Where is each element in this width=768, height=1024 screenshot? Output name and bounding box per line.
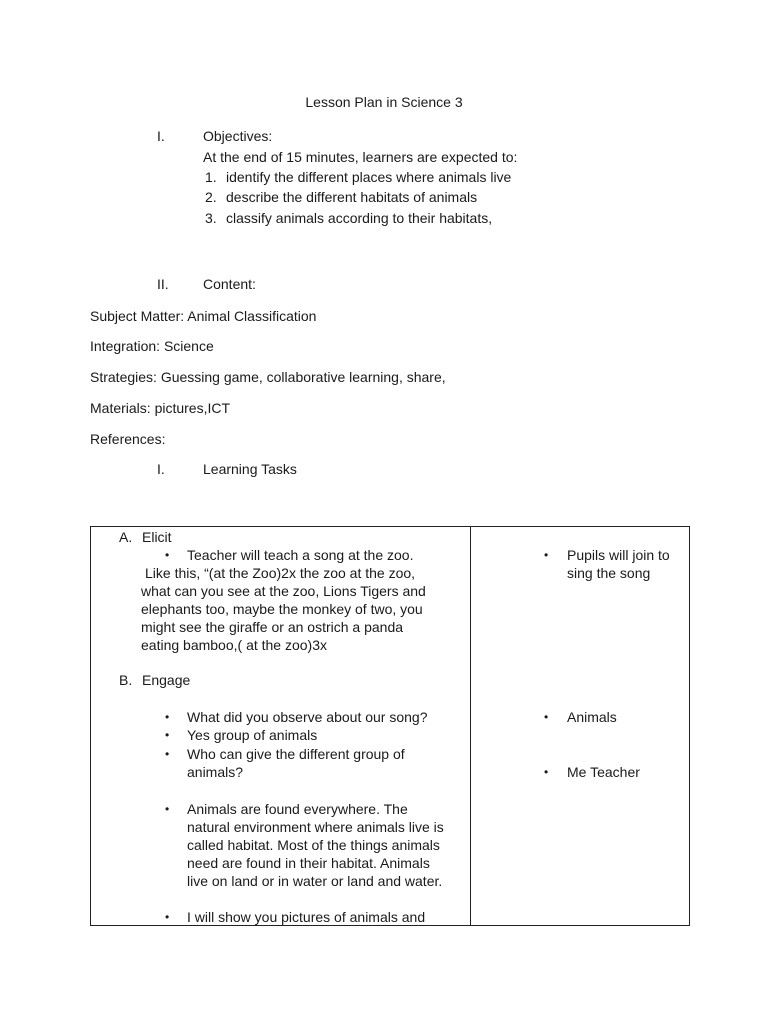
elicit-response: Pupils will join to <box>567 547 670 563</box>
bullet-icon: • <box>165 710 170 724</box>
engage-paragraph-line: Animals are found everywhere. The <box>187 801 408 817</box>
page-title: Lesson Plan in Science 3 <box>305 94 463 110</box>
bullet-icon: • <box>165 802 170 816</box>
objectives-intro: At the end of 15 minutes, learners are expected to: <box>203 149 518 165</box>
bullet-icon: • <box>544 710 549 724</box>
objective-item: identify the different places where animals live <box>226 169 512 185</box>
learning-tasks-heading: Learning Tasks <box>203 461 297 477</box>
step-label-engage: Engage <box>142 672 191 688</box>
section-numeral-objectives: I. <box>157 128 165 144</box>
engage-item: Yes group of animals <box>187 727 318 743</box>
engage-paragraph-line: natural environment where animals live is <box>187 819 444 835</box>
engage-paragraph-line: called habitat. Most of the things animals <box>187 837 440 853</box>
content-heading: Content: <box>203 276 256 292</box>
section-numeral-content: II. <box>157 276 169 292</box>
engage-paragraph-line: live on land or in water or land and water. <box>187 873 443 889</box>
section-numeral-learning-tasks: I. <box>157 461 165 477</box>
elicit-line: elephants too, maybe the monkey of two, you <box>141 601 423 617</box>
elicit-line: Like this, “(at the Zoo)2x the zoo at the zoo, <box>145 565 416 581</box>
step-letter-engage: B. <box>119 672 133 688</box>
objective-number: 3. <box>205 210 217 226</box>
engage-response: Me Teacher <box>567 764 640 780</box>
elicit-line: what can you see at the zoo, Lions Tigers and <box>141 583 426 599</box>
step-letter-elicit: A. <box>119 529 133 545</box>
materials: Materials: pictures,ICT <box>90 400 231 416</box>
objective-item: classify animals according to their habitats, <box>226 210 493 226</box>
objective-number: 1. <box>205 169 217 185</box>
bullet-icon: • <box>165 747 170 761</box>
strategies: Strategies: Guessing game, collaborative learning, share, <box>90 369 446 385</box>
subject-matter: Subject Matter: Animal Classification <box>90 308 317 324</box>
engage-paragraph-line: need are found in their habitat. Animals <box>187 855 430 871</box>
engage-item: I will show you pictures of animals and <box>187 909 426 925</box>
learning-tasks-table <box>90 526 690 926</box>
engage-item: animals? <box>187 764 244 780</box>
references: References: <box>90 431 166 447</box>
elicit-line: Teacher will teach a song at the zoo. <box>187 547 414 563</box>
objectives-heading: Objectives: <box>203 128 273 144</box>
elicit-response: sing the song <box>567 565 651 581</box>
bullet-icon: • <box>544 765 549 779</box>
engage-item: What did you observe about our song? <box>187 709 428 725</box>
bullet-icon: • <box>544 548 549 562</box>
bullet-icon: • <box>165 548 170 562</box>
engage-item: Who can give the different group of <box>187 746 405 762</box>
step-label-elicit: Elicit <box>142 529 172 545</box>
table-column-divider <box>470 527 471 925</box>
elicit-line: eating bamboo,( at the zoo)3x <box>141 637 328 653</box>
bullet-icon: • <box>165 910 170 924</box>
objective-number: 2. <box>205 189 217 205</box>
engage-response: Animals <box>567 709 617 725</box>
elicit-line: might see the giraffe or an ostrich a panda <box>141 619 404 635</box>
integration: Integration: Science <box>90 338 214 354</box>
objective-item: describe the different habitats of animals <box>226 189 478 205</box>
bullet-icon: • <box>165 728 170 742</box>
